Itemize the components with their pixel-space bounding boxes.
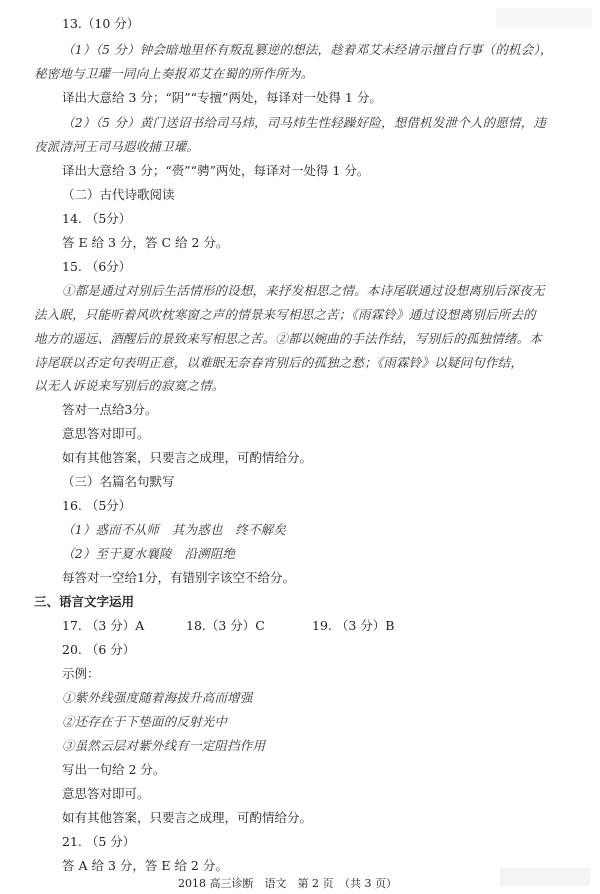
q15-line-2: 法入眠，只能听着风吹枕寒窗之声的情景来写相思之苦；《雨霖铃》通过设想离别后所去的 [34, 307, 536, 322]
q20-scoring-1: 写出一句给 2 分。 [62, 762, 166, 777]
q20-example-3: ③虽然云层对紫外线有一定阻挡作用 [62, 738, 266, 753]
q20-heading: 20. （6 分） [62, 642, 136, 657]
q14-heading: 14. （5分） [62, 211, 132, 226]
q18-answer: 18.（3 分）C [186, 618, 265, 633]
q13-1-scoring: 译出大意给 3 分；“阴”“专擅”两处，每译对一处得 1 分。 [62, 90, 382, 105]
q13-heading: 13.（10 分） [62, 16, 140, 31]
q15-scoring-2: 意思答对即可。 [62, 426, 150, 441]
q15-heading: 15. （6分） [62, 259, 132, 274]
q15-line-3: 地方的遥远、酒醒后的景致来写相思之苦。②都以婉曲的手法作结，写别后的孤独情绪。本 [34, 331, 543, 346]
q15-line-4: 诗尾联以否定句表明正意，以难眠无奈春宵别后的孤独之愁；《雨霖铃》以疑问句作结， [34, 355, 524, 370]
q15-scoring-1: 答对一点给3分。 [62, 402, 158, 417]
q20-example-2: ②还存在于下垫面的反射光中 [62, 714, 228, 729]
q15-line-1: ①都是通过对别后生活情形的设想，来抒发相思之情。本诗尾联通过设想离别后深夜无 [62, 283, 545, 298]
q14-answer: 答 E 给 3 分，答 C 给 2 分。 [62, 235, 229, 250]
q20-scoring-2: 意思答对即可。 [62, 786, 150, 801]
section-ancient-poetry: （二）古代诗歌阅读 [62, 187, 175, 202]
q13-1-line-2: 秘密地与卫瓘一同向上奏报邓艾在蜀的所作所为。 [34, 66, 314, 81]
q13-2-line-2: 夜派清河王司马遐收捕卫瓘。 [34, 139, 200, 154]
q13-2-scoring: 译出大意给 3 分；“赍”“骋”两处，每译对一处得 1 分。 [62, 163, 370, 178]
q21-answer: 答 A 给 3 分，答 E 给 2 分。 [62, 858, 228, 873]
q17-answer: 17. （3 分）A [62, 618, 145, 633]
q19-answer: 19. （3 分）B [312, 618, 395, 633]
q20-example-1: ①紫外线强度随着海拔升高而增强 [62, 690, 253, 705]
q16-heading: 16. （5分） [62, 498, 132, 513]
q20-example-label: 示例： [62, 666, 100, 681]
q15-scoring-3: 如有其他答案，只要言之成理，可酌情给分。 [62, 450, 313, 465]
corner-watermark [496, 8, 592, 28]
q16-answer-2: （2）至于夏水襄陵 沿溯阻绝 [62, 546, 236, 561]
q13-2-line-1: （2）（5 分）黄门送诏书给司马炜，司马炜生性轻躁好险，想借机发泄个人的愿情，违 [62, 115, 547, 130]
section-famous-lines: （三）名篇名句默写 [62, 474, 175, 489]
q20-scoring-3: 如有其他答案，只要言之成理，可酌情给分。 [62, 810, 313, 825]
q13-1-line-1: （1）（5 分）钟会暗地里怀有叛乱篡逆的想法，趁着邓艾未经请示擅自行事（的机会）， [62, 42, 553, 57]
q16-scoring: 每答对一空给1分，有错别字该空不给分。 [62, 570, 295, 585]
page-footer: 2018 高三诊断 语文 第 2 页 （共 3 页） [178, 877, 397, 890]
q21-heading: 21. （5 分） [62, 834, 136, 849]
q16-answer-1: （1）惑而不从师 其为惑也 终不解矣 [62, 522, 287, 537]
footer-watermark [500, 868, 590, 886]
part-3-heading: 三、语言文字运用 [34, 594, 135, 609]
q15-line-5: 以无人诉说来写别后的寂寞之情。 [34, 378, 225, 393]
